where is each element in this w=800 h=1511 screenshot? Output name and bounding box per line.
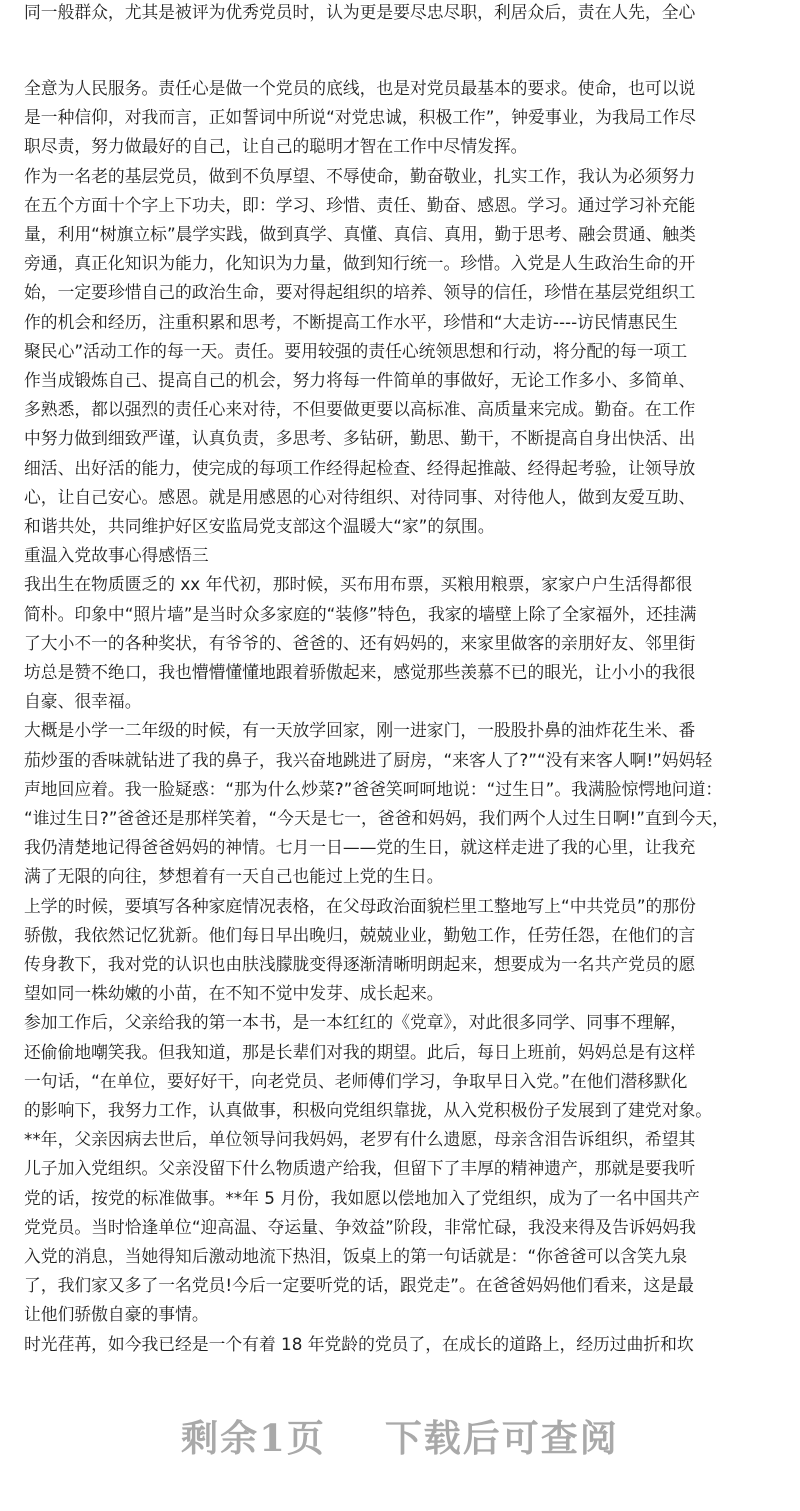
text-line: 多熟悉，都以强烈的责任心来对待，不但要做更要以高标准、高质量来完成。勤奋。在工作 — [24, 399, 696, 420]
text-line: 骄傲，我依然记忆犹新。他们每日早出晚归，兢兢业业，勤勉工作，任劳任怨，在他们的言 — [24, 924, 696, 945]
text-line: 让他们骄傲自豪的事情。 — [24, 1304, 209, 1325]
text-line: **年，父亲因病去世后，单位领导问我妈妈，老罗有什么遗愿，母亲含泪告诉组织，希望其 — [24, 1129, 696, 1150]
text-line: 大概是小学一二年级的时候，有一天放学回家，刚一进家门，一股股扑鼻的油炸花生米、番 — [24, 720, 696, 741]
text-line: 简朴。印象中“照片墙”是当时众多家庭的“装修”特色，我家的墙壁上除了全家福外，还挂满 — [24, 603, 697, 624]
text-line: 声地回应着。我一脸疑惑：“那为什么炒菜?”爸爸笑呵呵地说：“过生日”。我满脸惊愕地问道： — [24, 778, 723, 799]
text-line: 量，利用“树旗立标”晨学实践，做到真学、真懂、真信、真用，勤于思考、融会贯通、触类 — [24, 224, 696, 244]
text-line: 党的话，按党的标准做事。**年 5 月份，我如愿以偿地加入了党组织，成为了一名中国共产 — [24, 1187, 700, 1208]
text-line: 聚民心”活动工作的每一天。责任。要用较强的责任心统领思想和行动，将分配的每一项工 — [24, 340, 688, 361]
text-line: 和谐共处，共同维护好区安监局党支部这个温暖大“家”的氛围。 — [24, 516, 495, 536]
text-line: 了大小不一的各种奖状，有爷爷的、爸爸的、还有妈妈的，来家里做客的亲朋好友、邻里街 — [24, 632, 696, 653]
text-line: 的影响下，我努力工作，认真做事，积极向党组织靠拢，从入党积极份子发展到了建党对象。 — [24, 1100, 713, 1120]
text-line: 满了无限的向往，梦想着有一天自己也能过上党的生日。 — [24, 866, 444, 887]
text-line: 在五个方面十个字上下功夫，即：学习、珍惜、责任、勤奋、感恩。学习。通过学习补充能 — [24, 194, 696, 215]
text-line: 我出生在物质匮乏的 xx 年代初，那时候，买布用布票，买粮用粮票，家家户户生活得都很 — [24, 574, 693, 595]
text-line: 参加工作后，父亲给我的第一本书，是一本红红的《党章》，对此很多同学、同事不理解， — [24, 1012, 687, 1033]
text-line: 是一种信仰，对我而言，正如誓词中所说“对党忠诚，积极工作”，钟爱事业，为我局工作尽 — [24, 107, 696, 128]
text-line: 自豪、很幸福。 — [24, 691, 142, 712]
text-line: 望如同一株幼嫩的小苗，在不知不觉中发芽、成长起来。 — [24, 983, 444, 1004]
section-heading: 重温入党故事心得感悟三 — [24, 545, 209, 566]
download-prompt[interactable] — [0, 1408, 800, 1468]
text-line: 茄炒蛋的香味就钻进了我的鼻子，我兴奋地跳进了厨房，“来客人了?”“没有来客人啊!”妈妈轻 — [24, 749, 713, 770]
text-line: 中努力做到细致严谨，认真负责，多思考、多钻研，勤思、勤干，不断提高自身出快活、出 — [24, 428, 696, 449]
text-line: 心，让自己安心。感恩。就是用感恩的心对待组织、对待同事、对待他人，做到友爱互助、 — [24, 486, 696, 507]
text-line: 职尽责，努力做最好的自己，让自己的聪明才智在工作中尽情发挥。 — [24, 136, 528, 157]
text-line: 同一般群众，尤其是被评为优秀党员时，认为更是要尽忠尽职，利居众后，责在人先，全心 — [24, 2, 696, 22]
text-line: 作的机会和经历，注重积累和思考，不断提高工作水平，珍惜和“大走访----访民情惠民生 — [24, 311, 678, 332]
text-line: 全意为人民服务。责任心是做一个党员的底线，也是对党员最基本的要求。使命，也可以说 — [24, 78, 696, 98]
text-line: 了，我们家又多了一名党员!今后一定要听党的话，跟党走”。在爸爸妈妈他们看来，这是最 — [24, 1275, 694, 1296]
text-line: 还偷偷地嘲笑我。但我知道，那是长辈们对我的期望。此后，每日上班前，妈妈总是有这样 — [24, 1041, 696, 1062]
text-line: 党党员。当时恰逢单位“迎高温、夺运量、争效益”阶段，非常忙碌，我没来得及告诉妈妈我 — [24, 1216, 696, 1237]
remaining-pages-label: 剩余1页 — [181, 1416, 326, 1460]
text-line: “谁过生日?”爸爸还是那样笑着，“今天是七一，爸爸和妈妈，我们两个人过生日啊!”直到今天， — [24, 808, 729, 828]
text-line: 始，一定要珍惜自己的政治生命，要对得起组织的培养、领导的信任，珍惜在基层党组织工 — [24, 282, 696, 303]
text-line: 入党的消息，当她得知后激动地流下热泪，饭桌上的第一句话就是：“你爸爸可以含笑九泉 — [24, 1246, 688, 1266]
text-line: 作为一名老的基层党员，做到不负厚望、不辱使命，勤奋敬业，扎实工作，我认为必须努力 — [24, 165, 696, 186]
text-line: 上学的时候，要填写各种家庭情况表格，在父母政治面貌栏里工整地写上“中共党员”的那份 — [24, 895, 696, 916]
text-line: 时光荏苒，如今我已经是一个有着 18 年党龄的党员了，在成长的道路上，经历过曲折和坎 — [24, 1333, 694, 1354]
text-line: 细活、出好活的能力，使完成的每项工作经得起检查、经得起推敲、经得起考验，让领导放 — [24, 457, 696, 478]
text-line: 坊总是赞不绝口，我也懵懵懂懂地跟着骄傲起来，感觉那些羡慕不已的眼光，让小小的我很 — [24, 662, 696, 682]
text-line: 一句话，“在单位，要好好干，向老党员、老师傅们学习，争取早日入党。”在他们潜移默化 — [24, 1070, 688, 1091]
text-line: 儿子加入党组织。父亲没留下什么物质遗产给我，但留下了丰厚的精神遗产，那就是要我听 — [24, 1158, 696, 1179]
text-line: 旁通，真正化知识为能力，化知识为力量，做到知行统一。珍惜。入党是人生政治生命的开 — [24, 253, 696, 274]
download-to-view-label: 下载后可查阅 — [384, 1416, 619, 1460]
text-line: 我仍清楚地记得爸爸妈妈的神情。七月一日——党的生日，就这样走进了我的心里，让我充 — [24, 837, 696, 858]
text-line: 作当成锻炼自己、提高自己的机会，努力将每一件简单的事做好，无论工作多小、多简单、 — [24, 370, 696, 390]
text-line: 传身教下，我对党的认识也由肤浅朦胧变得逐渐清晰明朗起来，想要成为一名共产党员的愿 — [24, 954, 696, 974]
